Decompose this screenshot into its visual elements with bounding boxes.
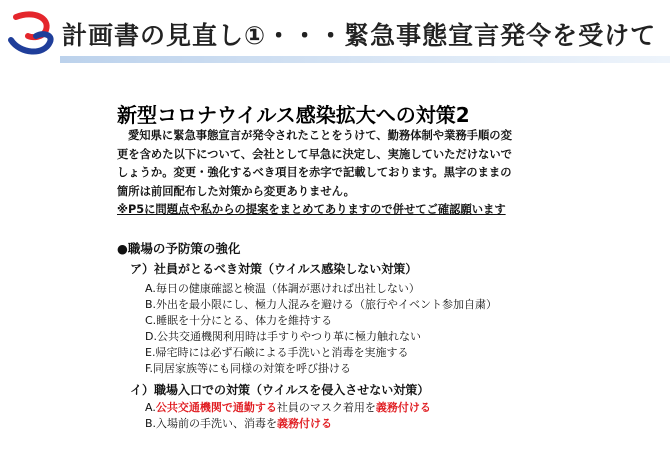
item-prefix: A. — [145, 401, 156, 414]
highlight-text: 義務付ける — [277, 417, 333, 430]
list-item: C.睡眠を十分にとる、体力を維持する — [145, 314, 333, 327]
list-item: D.公共交通機関利用時は手すりやつり革に極力触れない — [145, 330, 421, 343]
document-title: 新型コロナウイルス感染拡大への対策2 — [117, 103, 470, 127]
intro-line: 更を含めた以下について、会社として早急に決定し、実施していただけないで — [117, 147, 512, 161]
slide-title: 計画書の見直し①・・・緊急事態宣言発令を受けて — [62, 21, 657, 50]
intro-line: 愛知県に緊急事態宣言が発令されたことをうけて、勤務体制や業務手順の変 — [128, 129, 512, 142]
item-text: 社員のマスク着用を — [276, 401, 376, 414]
subsection-title-a: ア）社員がとるべき対策（ウイルス感染しない対策） — [130, 262, 418, 276]
intro-line: しょうか。変更・強化するべき項目を赤字で記載しております。黒字のままの — [117, 166, 512, 179]
slide-header — [0, 0, 670, 62]
intro-line: 箇所は前回配布した対策から変更ありません。 — [117, 184, 355, 198]
item-text: B.入場前の手洗い、消毒を — [145, 417, 278, 430]
header-bar — [60, 56, 670, 63]
subsection-title-i: イ）職場入口での対策（ウイルスを侵入させない対策） — [130, 383, 430, 397]
list-item: A.毎日の健康確認と検温（体調が悪ければ出社しない） — [145, 282, 420, 295]
section-title: ●職場の予防策の強化 — [117, 241, 241, 256]
intro-paragraph — [117, 127, 557, 220]
highlight-text: 義務付ける — [375, 401, 431, 414]
intro-note: ※P5に問題点や私からの提案をまとめてありますので併せてご確認願います — [117, 203, 506, 216]
list-item — [145, 415, 332, 431]
list-item: E.帰宅時には必ず石鹸による手洗いと消毒を実施する — [145, 346, 409, 359]
list-item: B.外出を最小限にし、極力人混みを避ける（旅行やイベント参加自粛） — [145, 298, 498, 311]
list-item: F.同居家族等にも同様の対策を呼び掛ける — [145, 362, 352, 375]
company-logo-icon — [6, 8, 56, 58]
highlight-text: 公共交通機関で通勤する — [155, 401, 277, 414]
list-item — [145, 399, 431, 415]
